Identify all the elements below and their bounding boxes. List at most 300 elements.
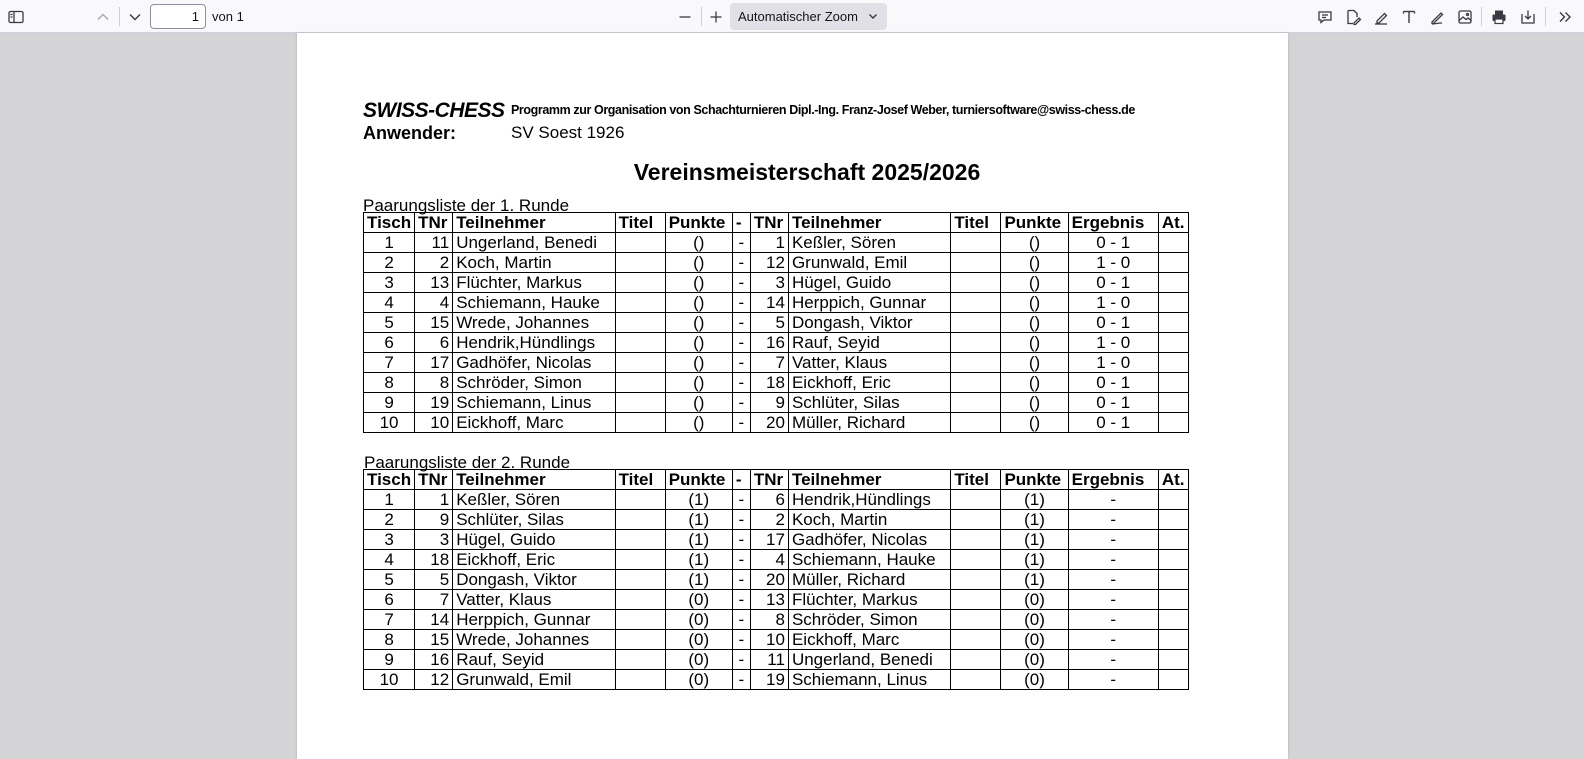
cell-name-black: Hendrik,Hündlings	[788, 490, 950, 510]
cell-ergebnis: -	[1068, 650, 1158, 670]
table-row	[364, 333, 1189, 353]
round1-pairings-table	[363, 212, 1189, 433]
signature-icon[interactable]	[1340, 4, 1366, 29]
cell-dash: -	[732, 550, 750, 570]
cell-tisch: 3	[364, 273, 415, 293]
cell-name-black: Schlüter, Silas	[788, 393, 950, 413]
cell-punkte-white: (1)	[665, 510, 732, 530]
cell-dash: -	[732, 490, 750, 510]
cell-titel-white	[615, 233, 665, 253]
cell-tnr-black: 17	[750, 530, 788, 550]
cell-punkte-white: (1)	[665, 530, 732, 550]
cell-punkte-black: ()	[1001, 313, 1068, 333]
cell-tnr-black: 20	[750, 413, 788, 433]
header-tnr-black: TNr	[750, 213, 788, 233]
table-row	[364, 233, 1189, 253]
table-row	[364, 490, 1189, 510]
cell-at	[1158, 413, 1188, 433]
more-tools-icon[interactable]	[1552, 4, 1578, 29]
cell-tnr-white: 13	[415, 273, 453, 293]
cell-at	[1158, 373, 1188, 393]
cell-name-white: Gadhöfer, Nicolas	[453, 353, 615, 373]
cell-dash: -	[732, 333, 750, 353]
cell-tisch: 2	[364, 510, 415, 530]
cell-titel-white	[615, 353, 665, 373]
header-ergebnis: Ergebnis	[1068, 470, 1158, 490]
header-ergebnis: Ergebnis	[1068, 213, 1158, 233]
cell-name-white: Keßler, Sören	[453, 490, 615, 510]
cell-tisch: 8	[364, 373, 415, 393]
highlight-icon[interactable]	[1368, 4, 1394, 29]
cell-ergebnis: 1 - 0	[1068, 333, 1158, 353]
cell-name-white: Flüchter, Markus	[453, 273, 615, 293]
cell-titel-white	[615, 273, 665, 293]
header-teilnehmer-black: Teilnehmer	[788, 213, 950, 233]
cell-punkte-black: (0)	[1001, 630, 1068, 650]
cell-titel-black	[951, 570, 1001, 590]
cell-tnr-white: 12	[415, 670, 453, 690]
cell-tnr-black: 18	[750, 373, 788, 393]
cell-name-white: Wrede, Johannes	[453, 313, 615, 333]
table-row	[364, 610, 1189, 630]
cell-name-black: Schröder, Simon	[788, 610, 950, 630]
cell-tnr-black: 16	[750, 333, 788, 353]
cell-tnr-black: 8	[750, 610, 788, 630]
comment-icon[interactable]	[1312, 4, 1338, 29]
cell-punkte-white: ()	[665, 273, 732, 293]
cell-titel-white	[615, 313, 665, 333]
cell-titel-black	[951, 650, 1001, 670]
next-page-icon[interactable]	[122, 4, 148, 29]
table-row	[364, 373, 1189, 393]
cell-tisch: 9	[364, 393, 415, 413]
user-value: SV Soest 1926	[511, 123, 625, 142]
cell-titel-black	[951, 670, 1001, 690]
cell-tnr-white: 19	[415, 393, 453, 413]
cell-punkte-white: ()	[665, 293, 732, 313]
cell-dash: -	[732, 233, 750, 253]
cell-dash: -	[732, 530, 750, 550]
cell-at	[1158, 490, 1188, 510]
cell-name-black: Ungerland, Benedi	[788, 650, 950, 670]
cell-titel-white	[615, 630, 665, 650]
cell-dash: -	[732, 590, 750, 610]
cell-titel-black	[951, 293, 1001, 313]
table-row	[364, 550, 1189, 570]
cell-punkte-black: (0)	[1001, 670, 1068, 690]
zoom-select[interactable]	[730, 3, 887, 30]
cell-ergebnis: -	[1068, 550, 1158, 570]
cell-name-white: Wrede, Johannes	[453, 630, 615, 650]
cell-tisch: 7	[364, 610, 415, 630]
cell-ergebnis: 0 - 1	[1068, 233, 1158, 253]
cell-ergebnis: 0 - 1	[1068, 413, 1158, 433]
brand-tagline: Programm zur Organisation von Schachturnieren Dipl.-Ing. Franz-Josef Weber, turniersoftware@swiss-chess.de	[511, 103, 1135, 117]
cell-at	[1158, 650, 1188, 670]
cell-at	[1158, 670, 1188, 690]
cell-name-black: Rauf, Seyid	[788, 333, 950, 353]
cell-punkte-black: ()	[1001, 253, 1068, 273]
toolbar-separator	[119, 7, 120, 26]
cell-tnr-white: 4	[415, 293, 453, 313]
header-dash: -	[732, 470, 750, 490]
cell-tnr-white: 10	[415, 413, 453, 433]
cell-titel-white	[615, 610, 665, 630]
cell-at	[1158, 590, 1188, 610]
cell-punkte-white: (0)	[665, 630, 732, 650]
toolbar-separator	[1545, 7, 1546, 26]
cell-punkte-white: ()	[665, 373, 732, 393]
cell-dash: -	[732, 610, 750, 630]
cell-titel-white	[615, 393, 665, 413]
cell-punkte-white: ()	[665, 313, 732, 333]
cell-tnr-white: 5	[415, 570, 453, 590]
cell-ergebnis: -	[1068, 590, 1158, 610]
cell-punkte-black: ()	[1001, 413, 1068, 433]
cell-titel-white	[615, 530, 665, 550]
cell-tnr-black: 19	[750, 670, 788, 690]
cell-ergebnis: -	[1068, 510, 1158, 530]
cell-tnr-black: 3	[750, 273, 788, 293]
cell-titel-black	[951, 253, 1001, 273]
cell-dash: -	[732, 570, 750, 590]
cell-tnr-white: 3	[415, 530, 453, 550]
table-header-row	[364, 213, 1189, 233]
cell-name-white: Schiemann, Linus	[453, 393, 615, 413]
chevron-down-icon	[867, 10, 879, 22]
cell-at	[1158, 313, 1188, 333]
zoom-out-icon[interactable]	[672, 4, 698, 29]
cell-ergebnis: 1 - 0	[1068, 293, 1158, 313]
table-header-row	[364, 470, 1189, 490]
round2-pairings-table	[363, 469, 1189, 690]
cell-ergebnis: -	[1068, 670, 1158, 690]
cell-at	[1158, 630, 1188, 650]
table-row	[364, 413, 1189, 433]
document-title: Vereinsmeisterschaft 2025/2026	[633, 159, 981, 185]
cell-ergebnis: 0 - 1	[1068, 373, 1158, 393]
cell-at	[1158, 353, 1188, 373]
cell-punkte-white: ()	[665, 353, 732, 373]
cell-name-white: Dongash, Viktor	[453, 570, 615, 590]
cell-name-black: Schiemann, Hauke	[788, 550, 950, 570]
cell-dash: -	[732, 510, 750, 530]
cell-tnr-white: 1	[415, 490, 453, 510]
cell-at	[1158, 550, 1188, 570]
cell-titel-black	[951, 630, 1001, 650]
cell-titel-black	[951, 413, 1001, 433]
header-dash: -	[732, 213, 750, 233]
cell-tisch: 4	[364, 550, 415, 570]
cell-punkte-black: (0)	[1001, 610, 1068, 630]
header-tisch: Tisch	[364, 213, 415, 233]
cell-tisch: 10	[364, 413, 415, 433]
cell-tnr-white: 7	[415, 590, 453, 610]
cell-titel-black	[951, 373, 1001, 393]
cell-punkte-white: ()	[665, 333, 732, 353]
table-row	[364, 530, 1189, 550]
header-titel-black: Titel	[951, 213, 1001, 233]
cell-tnr-black: 7	[750, 353, 788, 373]
cell-tnr-black: 11	[750, 650, 788, 670]
table-row	[364, 650, 1189, 670]
cell-name-black: Eickhoff, Marc	[788, 630, 950, 650]
previous-page-icon[interactable]	[90, 4, 116, 29]
print-icon[interactable]	[1486, 4, 1512, 29]
page-count-label: von 1	[212, 9, 244, 24]
header-punkte-black: Punkte	[1001, 213, 1068, 233]
cell-name-white: Eickhoff, Eric	[453, 550, 615, 570]
cell-tnr-black: 9	[750, 393, 788, 413]
sidebar-toggle-icon[interactable]	[3, 4, 29, 29]
cell-ergebnis: -	[1068, 530, 1158, 550]
cell-name-white: Hügel, Guido	[453, 530, 615, 550]
cell-name-white: Eickhoff, Marc	[453, 413, 615, 433]
cell-at	[1158, 530, 1188, 550]
cell-tisch: 8	[364, 630, 415, 650]
cell-tnr-black: 4	[750, 550, 788, 570]
save-download-icon[interactable]	[1515, 4, 1541, 29]
cell-tisch: 4	[364, 293, 415, 313]
cell-at	[1158, 273, 1188, 293]
cell-titel-black	[951, 530, 1001, 550]
cell-tnr-black: 5	[750, 313, 788, 333]
cell-tnr-white: 6	[415, 333, 453, 353]
cell-punkte-white: ()	[665, 393, 732, 413]
cell-titel-black	[951, 490, 1001, 510]
cell-tisch: 1	[364, 490, 415, 510]
cell-punkte-white: (1)	[665, 490, 732, 510]
cell-tisch: 2	[364, 253, 415, 273]
cell-dash: -	[732, 393, 750, 413]
cell-punkte-white: (1)	[665, 550, 732, 570]
cell-titel-black	[951, 333, 1001, 353]
zoom-select-value: Automatischer Zoom	[738, 9, 858, 24]
cell-ergebnis: 0 - 1	[1068, 313, 1158, 333]
pdf-toolbar	[0, 0, 1584, 33]
cell-titel-black	[951, 550, 1001, 570]
cell-name-white: Rauf, Seyid	[453, 650, 615, 670]
cell-punkte-black: (0)	[1001, 590, 1068, 610]
cell-at	[1158, 610, 1188, 630]
cell-name-black: Grunwald, Emil	[788, 253, 950, 273]
cell-titel-white	[615, 293, 665, 313]
round1-title: Paarungsliste der 1. Runde	[363, 196, 570, 215]
cell-name-white: Herppich, Gunnar	[453, 610, 615, 630]
cell-name-white: Grunwald, Emil	[453, 670, 615, 690]
cell-tnr-white: 18	[415, 550, 453, 570]
pdf-page	[297, 33, 1288, 759]
cell-tnr-white: 15	[415, 313, 453, 333]
table-row	[364, 630, 1189, 650]
cell-titel-black	[951, 313, 1001, 333]
cell-tnr-black: 10	[750, 630, 788, 650]
cell-titel-white	[615, 670, 665, 690]
table-row	[364, 510, 1189, 530]
cell-tnr-white: 14	[415, 610, 453, 630]
header-at: At.	[1158, 213, 1188, 233]
cell-tisch: 10	[364, 670, 415, 690]
cell-punkte-white: ()	[665, 233, 732, 253]
cell-punkte-black: ()	[1001, 293, 1068, 313]
cell-titel-black	[951, 353, 1001, 373]
cell-at	[1158, 393, 1188, 413]
table-row	[364, 590, 1189, 610]
cell-punkte-black: ()	[1001, 373, 1068, 393]
cell-name-black: Müller, Richard	[788, 413, 950, 433]
cell-ergebnis: -	[1068, 570, 1158, 590]
cell-tisch: 1	[364, 233, 415, 253]
cell-dash: -	[732, 630, 750, 650]
cell-dash: -	[732, 353, 750, 373]
cell-ergebnis: 0 - 1	[1068, 273, 1158, 293]
cell-punkte-black: ()	[1001, 333, 1068, 353]
cell-tnr-white: 2	[415, 253, 453, 273]
cell-titel-white	[615, 253, 665, 273]
cell-punkte-black: (1)	[1001, 490, 1068, 510]
cell-name-black: Keßler, Sören	[788, 233, 950, 253]
user-label: Anwender:	[363, 123, 457, 143]
cell-name-white: Koch, Martin	[453, 253, 615, 273]
cell-punkte-black: (0)	[1001, 650, 1068, 670]
cell-punkte-black: (1)	[1001, 570, 1068, 590]
zoom-in-icon[interactable]	[703, 4, 729, 29]
table-row	[364, 253, 1189, 273]
cell-ergebnis: 1 - 0	[1068, 253, 1158, 273]
cell-punkte-white: ()	[665, 413, 732, 433]
cell-punkte-white: ()	[665, 253, 732, 273]
table-row	[364, 353, 1189, 373]
cell-tnr-black: 1	[750, 233, 788, 253]
cell-at	[1158, 510, 1188, 530]
cell-ergebnis: -	[1068, 630, 1158, 650]
cell-at	[1158, 253, 1188, 273]
cell-ergebnis: -	[1068, 610, 1158, 630]
cell-tnr-black: 14	[750, 293, 788, 313]
cell-name-black: Flüchter, Markus	[788, 590, 950, 610]
cell-tnr-white: 11	[415, 233, 453, 253]
cell-dash: -	[732, 670, 750, 690]
cell-punkte-black: ()	[1001, 353, 1068, 373]
cell-titel-black	[951, 233, 1001, 253]
cell-titel-black	[951, 273, 1001, 293]
brand-name: SWISS-CHESS	[363, 99, 505, 122]
cell-punkte-white: (1)	[665, 570, 732, 590]
cell-titel-white	[615, 333, 665, 353]
cell-punkte-black: ()	[1001, 233, 1068, 253]
cell-titel-white	[615, 510, 665, 530]
table-row	[364, 393, 1189, 413]
header-tisch: Tisch	[364, 470, 415, 490]
header-punkte-black: Punkte	[1001, 470, 1068, 490]
draw-icon[interactable]	[1424, 4, 1450, 29]
header-tnr-black: TNr	[750, 470, 788, 490]
page-number-input[interactable]	[150, 4, 206, 29]
cell-name-white: Vatter, Klaus	[453, 590, 615, 610]
cell-name-white: Hendrik,Hündlings	[453, 333, 615, 353]
header-teilnehmer-black: Teilnehmer	[788, 470, 950, 490]
cell-at	[1158, 293, 1188, 313]
cell-titel-white	[615, 570, 665, 590]
cell-ergebnis: 0 - 1	[1068, 393, 1158, 413]
cell-tisch: 7	[364, 353, 415, 373]
round2-title: Paarungsliste der 2. Runde	[364, 453, 571, 472]
cell-name-black: Eickhoff, Eric	[788, 373, 950, 393]
cell-titel-black	[951, 610, 1001, 630]
cell-punkte-black: (1)	[1001, 530, 1068, 550]
cell-titel-white	[615, 650, 665, 670]
cell-punkte-black: ()	[1001, 273, 1068, 293]
cell-titel-black	[951, 510, 1001, 530]
cell-at	[1158, 333, 1188, 353]
table-row	[364, 670, 1189, 690]
cell-at	[1158, 570, 1188, 590]
toolbar-separator	[701, 7, 702, 26]
cell-tnr-white: 9	[415, 510, 453, 530]
cell-tnr-black: 20	[750, 570, 788, 590]
cell-tnr-white: 16	[415, 650, 453, 670]
cell-tnr-black: 13	[750, 590, 788, 610]
cell-tnr-white: 17	[415, 353, 453, 373]
cell-tnr-black: 6	[750, 490, 788, 510]
cell-name-white: Ungerland, Benedi	[453, 233, 615, 253]
cell-titel-white	[615, 550, 665, 570]
cell-titel-white	[615, 590, 665, 610]
table-row	[364, 570, 1189, 590]
header-titel-white: Titel	[615, 470, 665, 490]
cell-ergebnis: 1 - 0	[1068, 353, 1158, 373]
header-at: At.	[1158, 470, 1188, 490]
cell-dash: -	[732, 253, 750, 273]
cell-titel-white	[615, 413, 665, 433]
cell-dash: -	[732, 293, 750, 313]
cell-name-white: Schiemann, Hauke	[453, 293, 615, 313]
toolbar-separator	[1481, 7, 1482, 26]
cell-tnr-black: 2	[750, 510, 788, 530]
table-row	[364, 293, 1189, 313]
table-row	[364, 273, 1189, 293]
cell-name-black: Gadhöfer, Nicolas	[788, 530, 950, 550]
header-punkte-white: Punkte	[665, 213, 732, 233]
cell-titel-white	[615, 373, 665, 393]
cell-titel-black	[951, 393, 1001, 413]
cell-punkte-black: ()	[1001, 393, 1068, 413]
cell-dash: -	[732, 373, 750, 393]
cell-punkte-white: (0)	[665, 670, 732, 690]
cell-tisch: 9	[364, 650, 415, 670]
cell-name-black: Vatter, Klaus	[788, 353, 950, 373]
text-icon[interactable]	[1396, 4, 1422, 29]
header-tnr-white: TNr	[415, 470, 453, 490]
cell-ergebnis: -	[1068, 490, 1158, 510]
cell-punkte-white: (0)	[665, 590, 732, 610]
cell-tnr-white: 15	[415, 630, 453, 650]
cell-name-black: Hügel, Guido	[788, 273, 950, 293]
cell-tisch: 6	[364, 590, 415, 610]
cell-tnr-black: 12	[750, 253, 788, 273]
header-tnr-white: TNr	[415, 213, 453, 233]
cell-tisch: 5	[364, 570, 415, 590]
cell-punkte-black: (1)	[1001, 510, 1068, 530]
cell-name-white: Schröder, Simon	[453, 373, 615, 393]
cell-name-black: Koch, Martin	[788, 510, 950, 530]
cell-tisch: 5	[364, 313, 415, 333]
header-punkte-white: Punkte	[665, 470, 732, 490]
cell-name-black: Dongash, Viktor	[788, 313, 950, 333]
cell-name-black: Schiemann, Linus	[788, 670, 950, 690]
image-icon[interactable]	[1452, 4, 1478, 29]
cell-titel-white	[615, 490, 665, 510]
